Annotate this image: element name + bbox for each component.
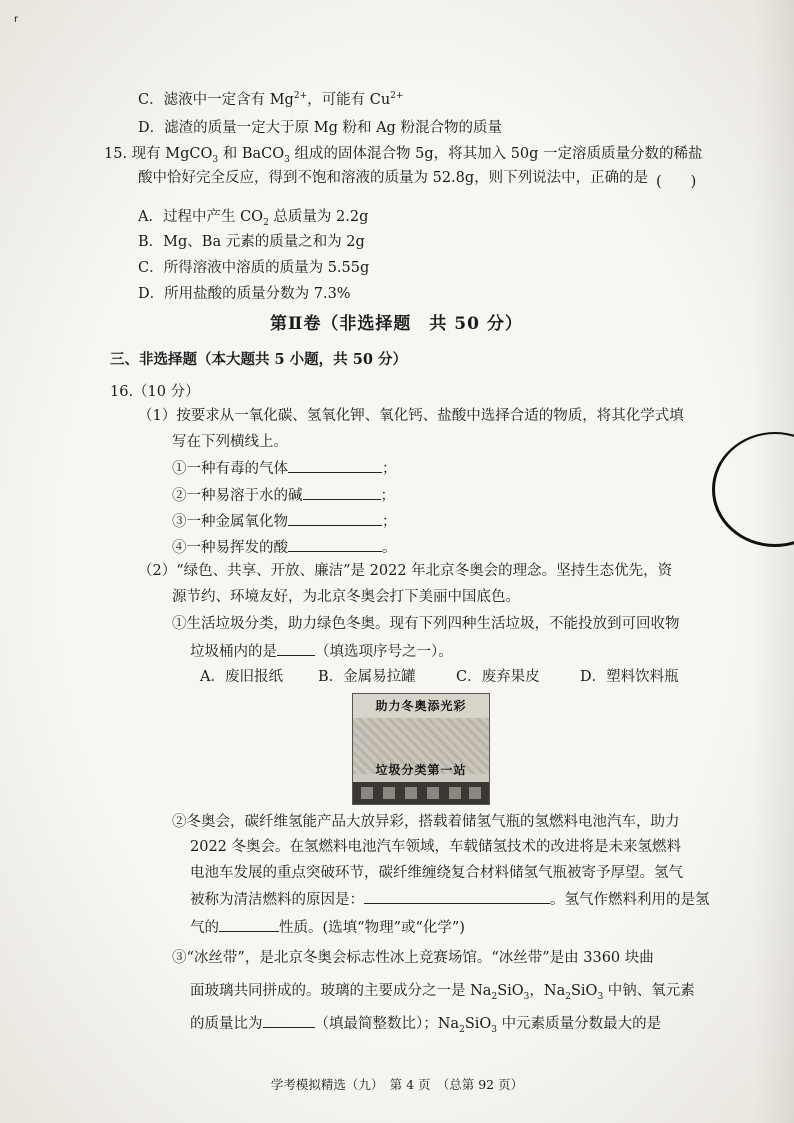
q15-option-a: A．过程中产生 $CO_2$ 总质量为 2.2g	[138, 209, 369, 228]
q16-part2-line2: 源节约、环境友好，为北京冬奥会打下美丽中国底色。	[172, 589, 520, 605]
poster-slogan: 垃圾分类第一站	[375, 763, 467, 777]
q16-part1-item4: ④一种易挥发的酸 。	[172, 537, 397, 558]
garbage-sorting-poster-image	[352, 693, 490, 805]
q15-option-d: D．所用盐酸的质量分数为 7.3%	[138, 286, 351, 302]
corner-mark: r	[14, 14, 19, 25]
q16-sub1-option-b: B．金属易拉罐	[318, 669, 416, 685]
q16-part2-sub1-line2: 垃圾桶内的是 （填选项序号之一）。	[190, 641, 453, 662]
q16-part2-sub3-line3: 的质量比为 （填最简整数比）；$Na_2SiO_3$ 中元素质量分数最大的是	[190, 1013, 661, 1040]
q16-sub1-option-d: D．塑料饮料瓶	[580, 669, 679, 685]
q16-part1-line2: 写在下列横线上。	[172, 434, 288, 450]
q16-part2-sub2-line3: 电池车发展的重点突破环节，碳纤维缠绕复合材料储氢气瓶被寄予厚望。氢气	[190, 865, 683, 881]
q15-stem-line1: 15. 现有 MgCO$_3$ 和 BaCO$_3$ 组成的固体混合物 5g，将其加入 50g 一定溶质质量分数的稀盐	[104, 146, 703, 165]
q16-sub1-option-c: C．废弃果皮	[456, 669, 540, 685]
section3-title: 三、非选择题（本大题共 5 小题，共 50 分）	[110, 351, 407, 368]
answer-blank[interactable]	[288, 458, 382, 473]
q16-part1-item2: ②一种易溶于水的碱 ；	[172, 485, 395, 506]
answer-blank[interactable]	[288, 511, 382, 526]
poster-bin-row	[353, 782, 489, 804]
q15-option-b: B．Mg、Ba 元素的质量之和为 2g	[138, 234, 365, 250]
part2-title: 第Ⅱ卷（非选择题 共 50 分）	[270, 314, 523, 334]
q16-part2-sub2-line4: 被称为清洁燃料的原因是： 。氢气作燃料利用的是氢	[190, 889, 710, 910]
q15-answer-paren: ( )	[656, 174, 697, 190]
answer-blank[interactable]	[263, 1013, 315, 1028]
page-footer: 学考模拟精选（九） 第 4 页 （总第 92 页）	[270, 1077, 524, 1092]
poster-headline: 助力冬奥添光彩	[353, 694, 489, 718]
q14-option-c: C．滤液中一定含有 $Mg^{2+}$，可能有 $Cu^{2+}$	[138, 91, 404, 108]
q16-part2-sub2-line1: ②冬奥会，碳纤维氢能产品大放异彩，搭载着储氢气瓶的氢燃料电池汽车，助力	[172, 814, 680, 830]
q16-part2-sub3-line1: ③“冰丝带”，是北京冬奥会标志性冰上竞赛场馆。“冰丝带”是由 3360 块曲	[172, 950, 654, 966]
answer-blank[interactable]	[303, 485, 381, 500]
q16-sub1-option-a: A．废旧报纸	[200, 669, 283, 685]
answer-blank[interactable]	[364, 889, 550, 904]
q16-part2-sub2-line5: 气的 性质。(选填“物理”或“化学”)	[190, 917, 465, 938]
q14-option-d: D．滤渣的质量一定大于原 Mg 粉和 Ag 粉混合物的质量	[138, 120, 502, 136]
q15-option-c: C．所得溶液中溶质的质量为 5.55g	[138, 260, 370, 276]
answer-blank[interactable]	[288, 537, 382, 552]
page-edge-shadow	[754, 0, 794, 1123]
q16-part1-line1: （1）按要求从一氧化碳、氢氧化钾、氧化钙、盐酸中选择合适的物质，将其化学式填	[138, 408, 684, 424]
q16-part2-line1: （2）“绿色、共享、开放、廉洁”是 2022 年北京冬奥会的理念。坚持生态优先，资	[138, 563, 673, 579]
q16-heading: 16.（10 分）	[110, 384, 200, 400]
q16-part1-item3: ③一种金属氧化物 ；	[172, 511, 397, 532]
answer-blank[interactable]	[277, 641, 315, 656]
q15-stem-line2: 酸中恰好完全反应，得到不饱和溶液的质量为 52.8g，则下列说法中，正确的是	[138, 170, 649, 186]
q16-part1-item1: ①一种有毒的气体 ；	[172, 458, 397, 479]
q16-part2-sub2-line2: 2022 冬奥会。在氢燃料电池汽车领域，车载储氢技术的改进将是未来氢燃料	[190, 839, 682, 855]
q16-part2-sub3-line2: 面玻璃共同拼成的。玻璃的主要成分之一是 $Na_2SiO_3$，$Na_2SiO_3$ 中钠、氧元素	[190, 983, 695, 1002]
q16-part2-sub1-line1: ①生活垃圾分类，助力绿色冬奥。现有下列四种生活垃圾，不能投放到可回收物	[172, 616, 680, 632]
answer-blank[interactable]	[219, 917, 279, 932]
